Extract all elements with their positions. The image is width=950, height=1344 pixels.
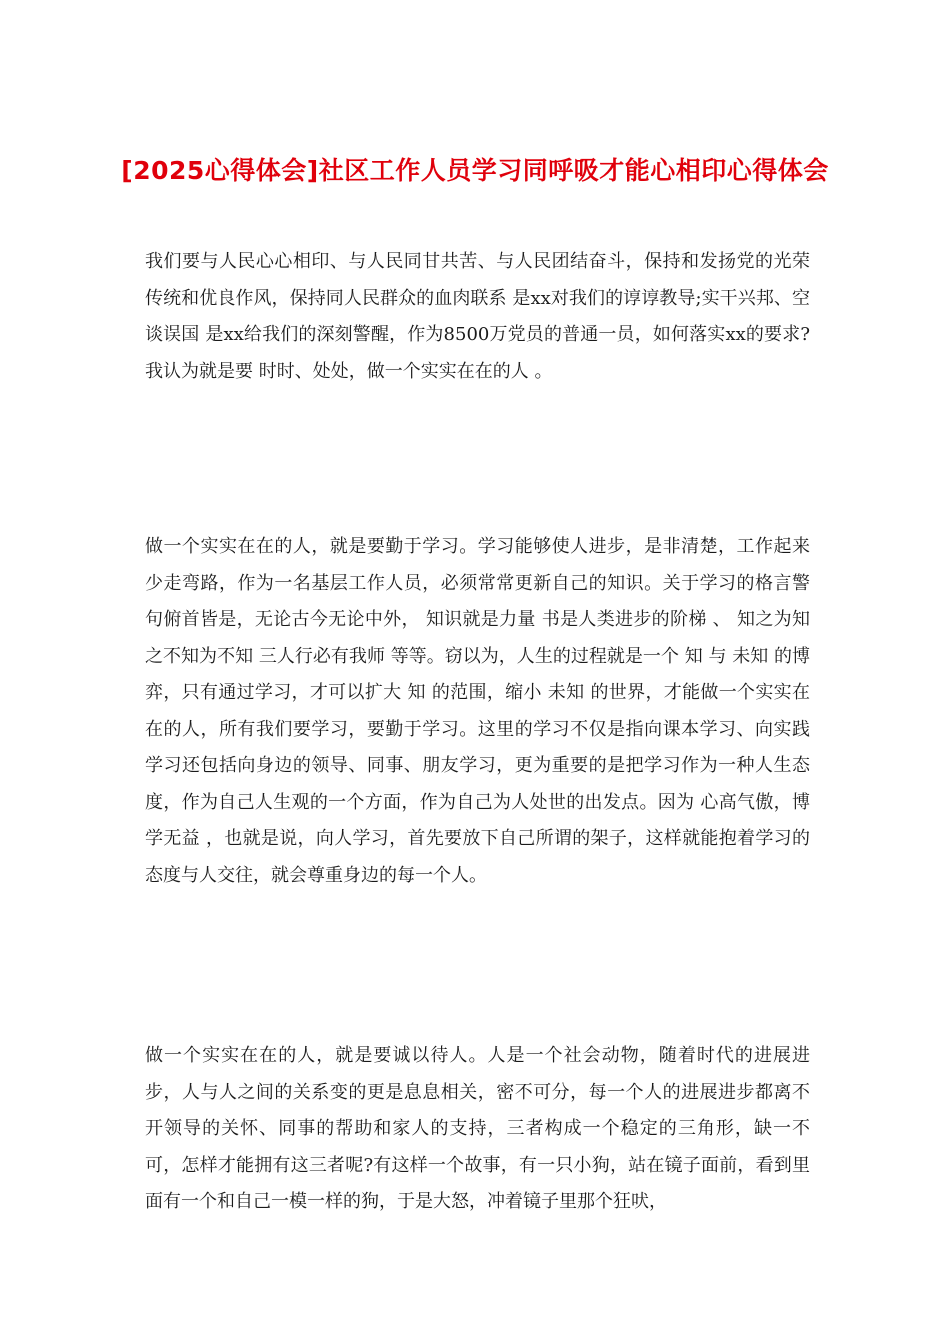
paragraph-study: 做一个实实在在的人，就是要勤于学习。学习能够使人进步，是非清楚，工作起来少走弯路，作为一名基层工作人员，必须常常更新自己的知识。关于学习的格言警句俯首皆是，无论古今无论中外， 知识就是力量 书是人类进步的阶梯 、 知之为知之不知为不知 三人行必有我师 等等。窃以为，人生的过程就是一个 知 与 未知 的博弈，只有通过学习，才可以扩大 知 的范围，缩小 未知 的世界，才能做一个实实在在的人，所有我们要学习，要勤于学习。这里的学习不仅是指向课本学习、向实践学习还包括向身边的领导、同事、朋友学习，更为重要的是把学习作为一种人生态度，作为自己人生观的一个方面，作为自己为人处世的出发点。因为 心高气傲，博学无益 ，也就是说，向人学习，首先要放下自己所谓的架子，这样就能抱着学习的态度与人交往，就会尊重身边的每一个人。 xyxy=(145,536,810,886)
document-title: [2025心得体会]社区工作人员学习同呼吸才能心相印心得体会 xyxy=(121,156,829,185)
paragraph-intro: 我们要与人民心心相印、与人民同甘共苦、与人民团结奋斗，保持和发扬党的光荣传统和优良作风，保持同人民群众的血肉联系 是xx对我们的谆谆教导;实干兴邦、空谈误国 是xx给我们的深刻警醒，作为8500万党员的普通一员，如何落实xx的要求?我认为就是要 时时、处处，做一个实实在在的人 。 xyxy=(145,251,810,382)
paragraph-sincerity: 做一个实实在在的人，就是要诚以待人。人是一个社会动物，随着时代的进展进步，人与人之间的关系变的更是息息相关，密不可分，每一个人的进展进步都离不开领导的关怀、同事的帮助和家人的支持，三者构成一个稳定的三角形，缺一不可，怎样才能拥有这三者呢?有这样一个故事，有一只小狗，站在镜子面前，看到里面有一个和自己一模一样的狗，于是大怒，冲着镜子里那个狂吠， xyxy=(145,1045,810,1212)
